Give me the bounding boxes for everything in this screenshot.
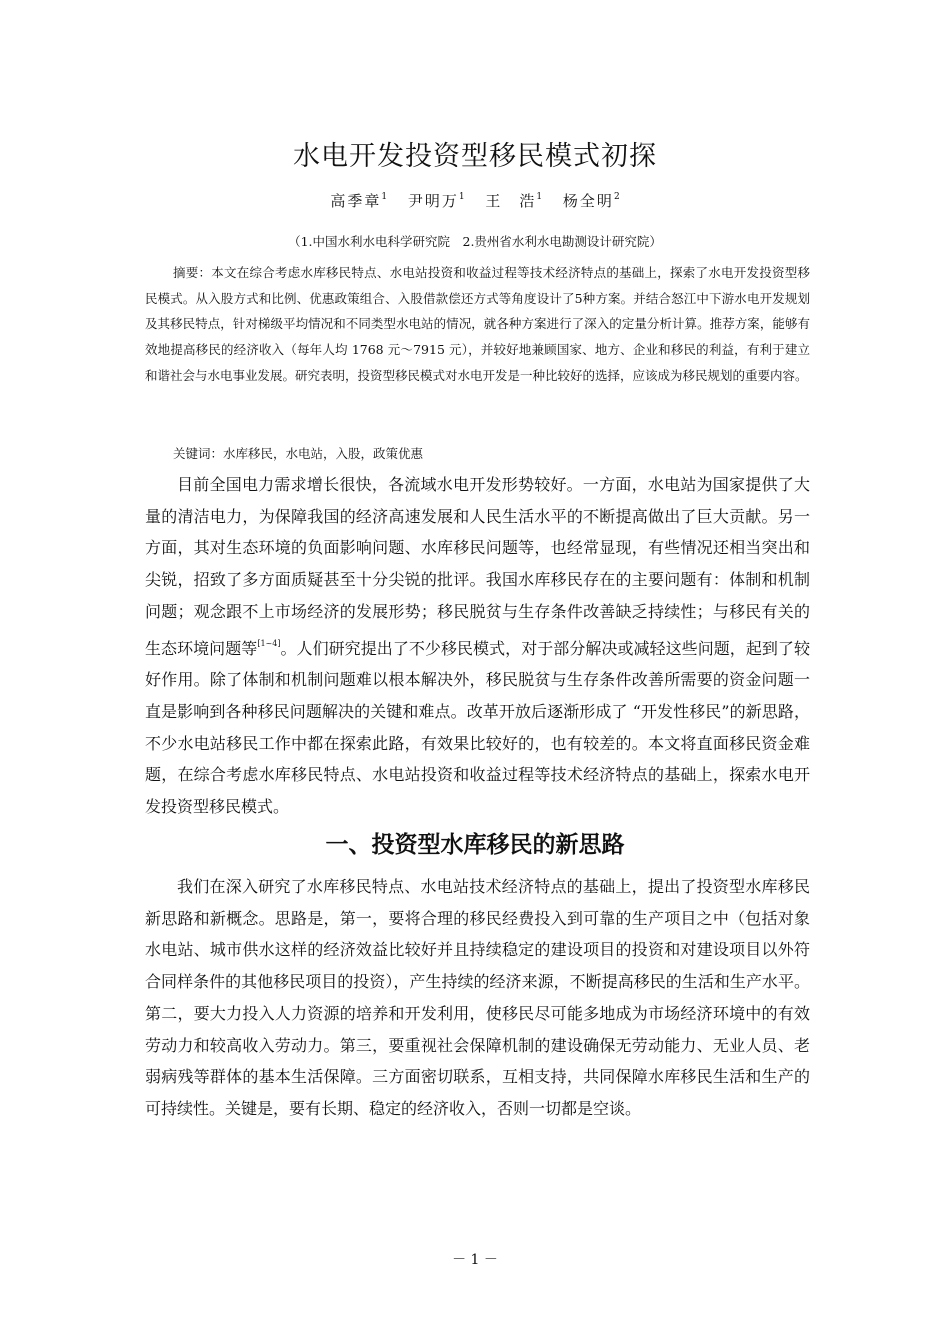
section-paragraph: 我们在深入研究了水库移民特点、水电站技术经济特点的基础上，提出了投资型水库移民新思路和新概念。思路是，第一，要将合理的移民经费投入到可靠的生产项目之中（包括对象水电站、城市供水这样的经济效益比较好并且持续稳定的建设项目的投资和对建设项目以外符合同样条件的其他移民项目的投资），产生持续的经济来源，不断提高移民的生活和生产水平。第二，要大力投入人力资源的培养和开发利用，使移民尽可能多地成为市场经济环境中的有效劳动力和较高收入劳动力。第三，要重视社会保障机制的建设确保无劳动能力、无业人员、老弱病残等群体的基本生活保障。三方面密切联系，互相支持，共同保障水库移民生活和生产的可持续性。关键是，要有长期、稳定的经济收入，否则一切都是空谈。 [145,877,810,1118]
author-affiliation-mark: 2 [613,192,620,202]
abstract: 摘要：本文在综合考虑水库移民特点、水电站投资和收益过程等技术经济特点的基础上，探索了水电开发投资型移民模式。从入股方式和比例、优惠政策组合、入股借款偿还方式等角度设计了5种方案。并结合怒江中下游水电开发规划及其移民特点，针对梯级平均情况和不同类型水电站的情况，就各种方案进行了深入的定量分析计算。推荐方案，能够有效地提高移民的经济收入（每年人均 1768 元～7915 元），并较好地兼顾国家、地方、企业和移民的利益，有利于建立和谐社会与水电事业发展。研究表明，投资型移民模式对水电开发是一种比较好的选择，应该成为移民规划的重要内容。 [145,265,810,383]
intro-text-continued: 。人们研究提出了不少移民模式，对于部分解决或减轻这些问题，起到了较好作用。除了体制和机制问题难以根本解决外，移民脱贫与生存条件改善所需要的资金问题一直是影响到各种移民问题解决的关键和难点。改革开放后逐渐形成了 “开发性移民”的新思路，不少水电站移民工作中都在探索此路，有效果比较好的，也有较差的。本文将直面移民资金难题，在综合考虑水库移民特点、水电站投资和收益过程等技术经济特点的基础上，探索水电开发投资型移民模式。 [145,638,810,817]
intro-paragraph [145,469,810,823]
author-name: 杨全明 [562,192,614,210]
author-name: 高季章 [330,192,382,210]
page-number: － 1 － [452,1252,498,1268]
author [330,192,387,210]
author-affiliation-mark: 1 [381,192,388,202]
author-name: 王 浩 [485,192,537,210]
citation-ref: [1~4] [257,638,281,648]
author-affiliation-mark: 1 [536,192,543,202]
author [408,192,465,210]
paper-title: 水电开发投资型移民模式初探 [293,141,657,172]
author [563,192,620,210]
keywords: 关键词：水库移民，水电站，入股，政策优惠 [173,446,424,461]
section-heading: 一、投资型水库移民的新思路 [325,832,625,858]
author-list [0,190,950,211]
affiliations: （1.中国水利水电科学研究院 2.贵州省水利水电勘测设计研究院） [288,234,662,249]
intro-text: 目前全国电力需求增长很快，各流域水电开发形势较好。一方面，水电站为国家提供了大量的清洁电力，为保障我国的经济高速发展和人民生活水平的不断提高做出了巨大贡献。另一方面，其对生态环境的负面影响问题、水库移民问题等，也经常显现，有些情况还相当突出和尖锐，招致了多方面质疑甚至十分尖锐的批评。我国水库移民存在的主要问题有：体制和机制问题；观念跟不上市场经济的发展形势；移民脱贫与生存条件改善缺乏持续性；与移民有关的生态环境问题等 [145,475,810,658]
author [485,192,542,210]
author-name: 尹明万 [407,192,459,210]
author-affiliation-mark: 1 [458,192,465,202]
